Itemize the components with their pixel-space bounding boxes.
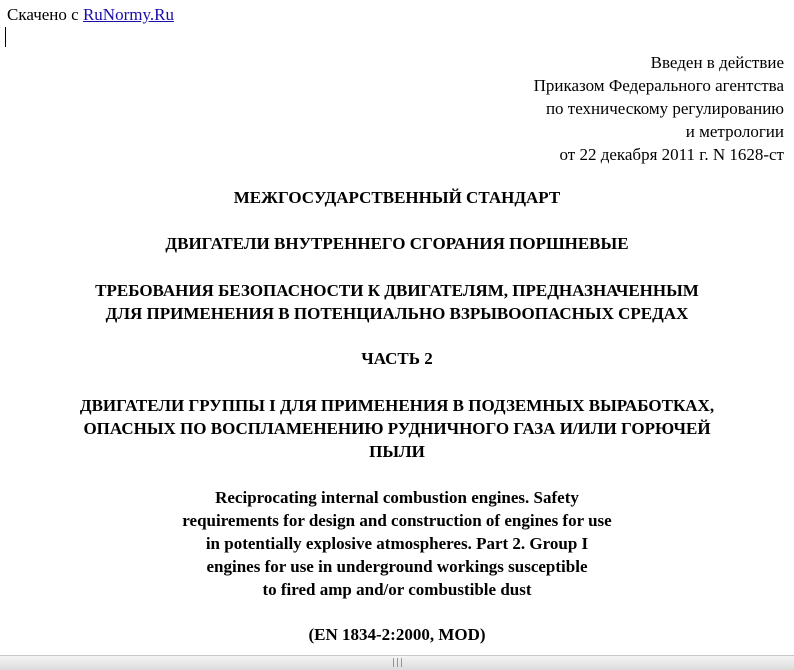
enactment-line: по техническому регулированию: [545, 99, 784, 118]
runormy-link[interactable]: RuNormy.Ru: [82, 5, 174, 24]
standard-type-heading: МЕЖГОСУДАРСТВЕННЫЙ СТАНДАРТ: [233, 188, 561, 207]
download-prefix: Скачено с: [7, 5, 79, 24]
part-heading: ЧАСТЬ 2: [361, 349, 433, 368]
enactment-line: от 22 декабря 2011 г. N 1628-ст: [559, 145, 784, 164]
enactment-line: Введен в действие: [650, 53, 784, 72]
enactment-note: [534, 51, 784, 166]
english-title-line: Reciprocating internal combustion engines. Safety: [215, 488, 579, 507]
english-title-line: engines for use in underground workings susceptible: [206, 557, 588, 576]
text-cursor: [5, 27, 6, 47]
en-reference: (EN 1834-2:2000, MOD): [308, 625, 486, 644]
requirements-title-line: ДЛЯ ПРИМЕНЕНИЯ В ПОТЕНЦИАЛЬНО ВЗРЫВООПАСНЫХ СРЕДАХ: [105, 304, 689, 323]
horizontal-scrollbar[interactable]: [0, 655, 794, 670]
part-title-line: ДВИГАТЕЛИ ГРУППЫ I ДЛЯ ПРИМЕНЕНИЯ В ПОДЗЕМНЫХ ВЫРАБОТКАХ,: [79, 396, 715, 415]
enactment-line: Приказом Федерального агентства: [533, 76, 784, 95]
scrollbar-grip-icon[interactable]: |||: [392, 658, 405, 668]
english-title: [0, 486, 794, 601]
enactment-line: и метрологии: [685, 122, 784, 141]
part-title: [0, 394, 794, 463]
part-title-line: ОПАСНЫХ ПО ВОСПЛАМЕНЕНИЮ РУДНИЧНОГО ГАЗА И/ИЛИ ГОРЮЧЕЙ: [83, 419, 711, 438]
english-title-line: to fired amp and/or combustible dust: [262, 580, 532, 599]
english-title-line: requirements for design and construction of engines for use: [182, 511, 612, 530]
part-title-line: ПЫЛИ: [369, 442, 425, 461]
requirements-title-line: ТРЕБОВАНИЯ БЕЗОПАСНОСТИ К ДВИГАТЕЛЯМ, ПРЕДНАЗНАЧЕННЫМ: [95, 281, 699, 300]
download-source-line: [7, 5, 174, 25]
document-main-title: ДВИГАТЕЛИ ВНУТРЕННЕГО СГОРАНИЯ ПОРШНЕВЫЕ: [165, 234, 629, 253]
english-title-line: in potentially explosive atmospheres. Part 2. Group I: [205, 534, 589, 553]
requirements-title: [0, 279, 794, 325]
